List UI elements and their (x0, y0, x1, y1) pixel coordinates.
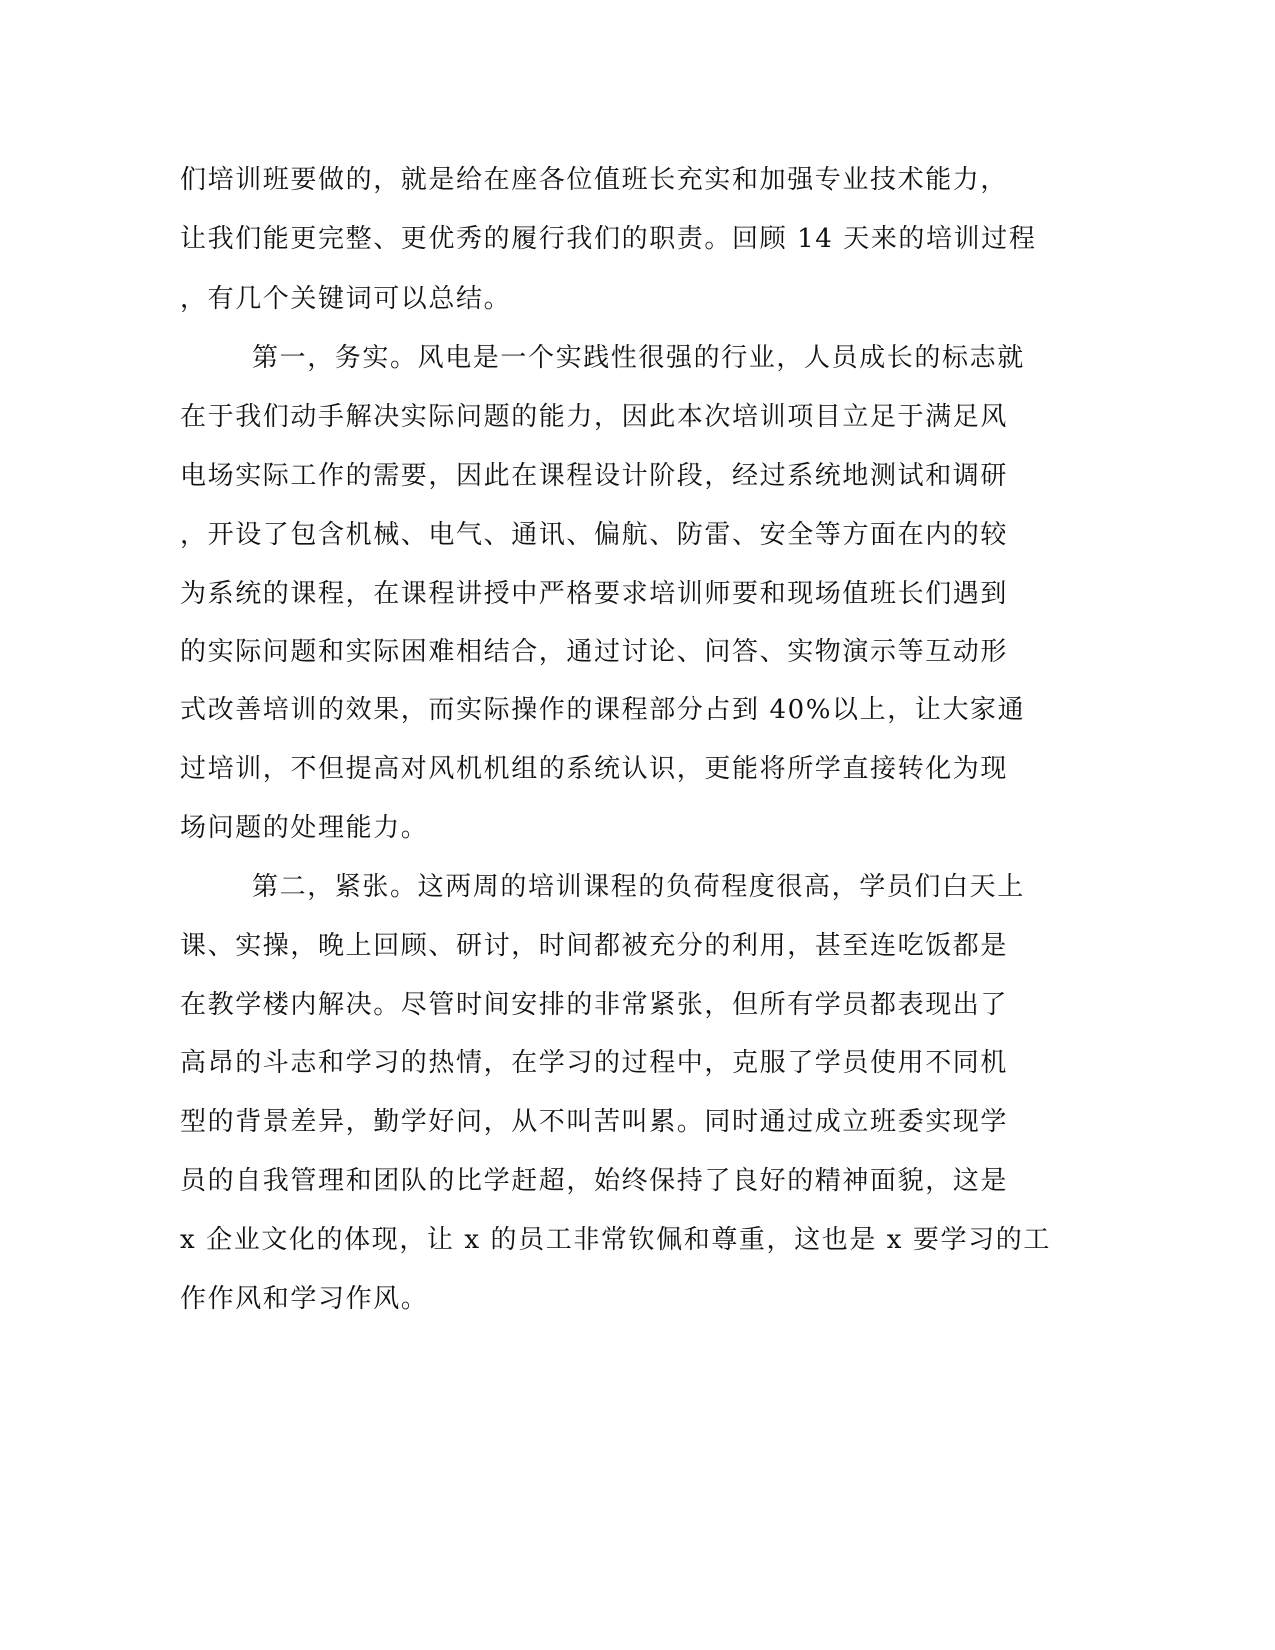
paragraph-3-line-1: 第二，紧张。这两周的培训课程的负荷程度很高，学员们白天上 (252, 872, 1025, 902)
paragraph-2-line-6: 的实际问题和实际困难相结合，通过讨论、问答、实物演示等互动形 (180, 637, 1009, 667)
paragraph-2-line-4: ，开设了包含机械、电气、通讯、偏航、防雷、安全等方面在内的较 (180, 520, 1009, 550)
paragraph-1-line-2: 让我们能更完整、更优秀的履行我们的职责。回顾 14 天来的培训过程 (180, 224, 1037, 254)
paragraph-2-line-1: 第一，务实。风电是一个实践性很强的行业，人员成长的标志就 (252, 343, 1025, 373)
paragraph-3-line-6: 员的自我管理和团队的比学赶超，始终保持了良好的精神面貌，这是 (180, 1166, 1009, 1196)
paragraph-2-line-8: 过培训，不但提高对风机机组的系统认识，更能将所学直接转化为现 (180, 754, 1009, 784)
paragraph-3-line-7: x 企业文化的体现，让 x 的员工非常钦佩和尊重，这也是 x 要学习的工 (180, 1225, 1051, 1255)
paragraph-1-line-3: ，有几个关键词可以总结。 (180, 284, 512, 314)
paragraph-3-line-8: 作作风和学习作风。 (180, 1284, 429, 1314)
paragraph-2-line-9: 场问题的处理能力。 (180, 813, 429, 843)
paragraph-2-line-3: 电场实际工作的需要，因此在课程设计阶段，经过系统地测试和调研 (180, 461, 1009, 491)
paragraph-3-line-5: 型的背景差异，勤学好问，从不叫苦叫累。同时通过成立班委实现学 (180, 1107, 1009, 1137)
paragraph-2-line-7: 式改善培训的效果，而实际操作的课程部分占到 40%以上，让大家通 (180, 695, 1026, 725)
paragraph-3-line-3: 在教学楼内解决。尽管时间安排的非常紧张，但所有学员都表现出了 (180, 990, 1009, 1020)
paragraph-2-line-5: 为系统的课程，在课程讲授中严格要求培训师要和现场值班长们遇到 (180, 579, 1009, 609)
paragraph-1-line-1: 们培训班要做的，就是给在座各位值班长充实和加强专业技术能力， (180, 165, 1009, 195)
paragraph-3-line-2: 课、实操，晚上回顾、研讨，时间都被充分的利用，甚至连吃饭都是 (180, 931, 1009, 961)
paragraph-2-line-2: 在于我们动手解决实际问题的能力，因此本次培训项目立足于满足风 (180, 402, 1009, 432)
paragraph-3-line-4: 高昂的斗志和学习的热情，在学习的过程中，克服了学员使用不同机 (180, 1048, 1009, 1078)
